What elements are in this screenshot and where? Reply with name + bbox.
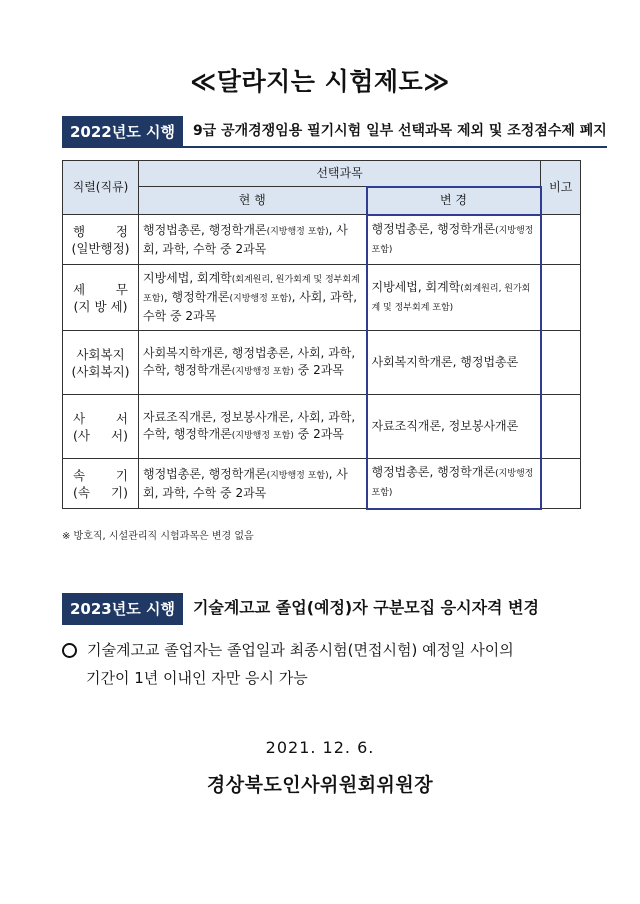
page-title: ≪달라지는 시험제도≫ <box>190 67 450 96</box>
section-2022-badge: 2022년도 시행 <box>62 116 183 148</box>
section-2023-badge: 2023년도 시행 <box>62 593 183 625</box>
header-remark: 비고 <box>541 161 581 215</box>
row-category: 속 기 (속 기) <box>63 459 139 509</box>
row-remark <box>541 215 581 265</box>
row-current-subjects: 지방세법, 회계학(회계원리, 원가회계 및 정부회계 포함), 행정학개론(지방행정 포함), 사회, 과학, 수학 중 2과목 <box>139 265 367 331</box>
section-2023-heading: 기술계고교 졸업(예정)자 구분모집 응시자격 변경 <box>192 598 539 617</box>
table-row <box>63 265 581 331</box>
row-changed-subjects: 사회복지학개론, 행정법총론 <box>367 331 541 395</box>
row-remark <box>541 331 581 395</box>
row-category: 행 정 (일반행정) <box>63 215 139 265</box>
table-row <box>63 459 581 509</box>
section-2023-banner <box>62 593 539 625</box>
table-footnote: ※ 방호직, 시설관리직 시험과목은 변경 없음 <box>62 531 254 542</box>
row-changed-subjects: 자료조직개론, 정보봉사개론 <box>367 395 541 459</box>
row-current-subjects: 사회복지학개론, 행정법총론, 사회, 과학, 수학, 행정학개론(지방행정 포함) 중 2과목 <box>139 331 367 395</box>
table-row <box>63 331 581 395</box>
section-2022-banner <box>62 116 607 148</box>
row-remark <box>541 395 581 459</box>
header-category: 직렬(직류) <box>63 161 139 215</box>
row-changed-subjects: 행정법총론, 행정학개론(지방행정 포함) <box>367 215 541 265</box>
issuer-signature: 경상북도인사위원회위원장 <box>206 774 434 796</box>
bullet-paragraph <box>62 636 582 692</box>
document-date: 2021. 12. 6. <box>265 738 375 757</box>
row-remark <box>541 459 581 509</box>
bullet-line-2: 기간이 1년 이내인 자만 응시 가능 <box>86 669 308 687</box>
bullet-line-1: 기술계고교 졸업자는 졸업일과 최종시험(면접시험) 예정일 사이의 <box>87 641 514 659</box>
section-2022-heading: 9급 공개경쟁임용 필기시험 일부 선택과목 제외 및 조정점수제 폐지 <box>183 116 607 148</box>
row-remark <box>541 265 581 331</box>
row-changed-subjects: 행정법총론, 행정학개론(지방행정 포함) <box>367 459 541 509</box>
subject-change-table <box>62 160 581 510</box>
header-subjects: 선택과목 <box>139 161 541 187</box>
row-changed-subjects: 지방세법, 회계학(회계원리, 원가회계 및 정부회계 포함) <box>367 265 541 331</box>
circle-bullet-icon <box>62 643 77 658</box>
header-current: 현 행 <box>139 187 367 215</box>
table-row <box>63 395 581 459</box>
row-current-subjects: 자료조직개론, 정보봉사개론, 사회, 과학, 수학, 행정학개론(지방행정 포함) 중 2과목 <box>139 395 367 459</box>
row-category: 사 서 (사 서) <box>63 395 139 459</box>
row-current-subjects: 행정법총론, 행정학개론(지방행정 포함), 사회, 과학, 수학 중 2과목 <box>139 459 367 509</box>
row-category: 사회복지 (사회복지) <box>63 331 139 395</box>
row-current-subjects: 행정법총론, 행정학개론(지방행정 포함), 사회, 과학, 수학 중 2과목 <box>139 215 367 265</box>
table-row <box>63 215 581 265</box>
row-category: 세 무 (지 방 세) <box>63 265 139 331</box>
header-change: 변 경 <box>367 187 541 215</box>
